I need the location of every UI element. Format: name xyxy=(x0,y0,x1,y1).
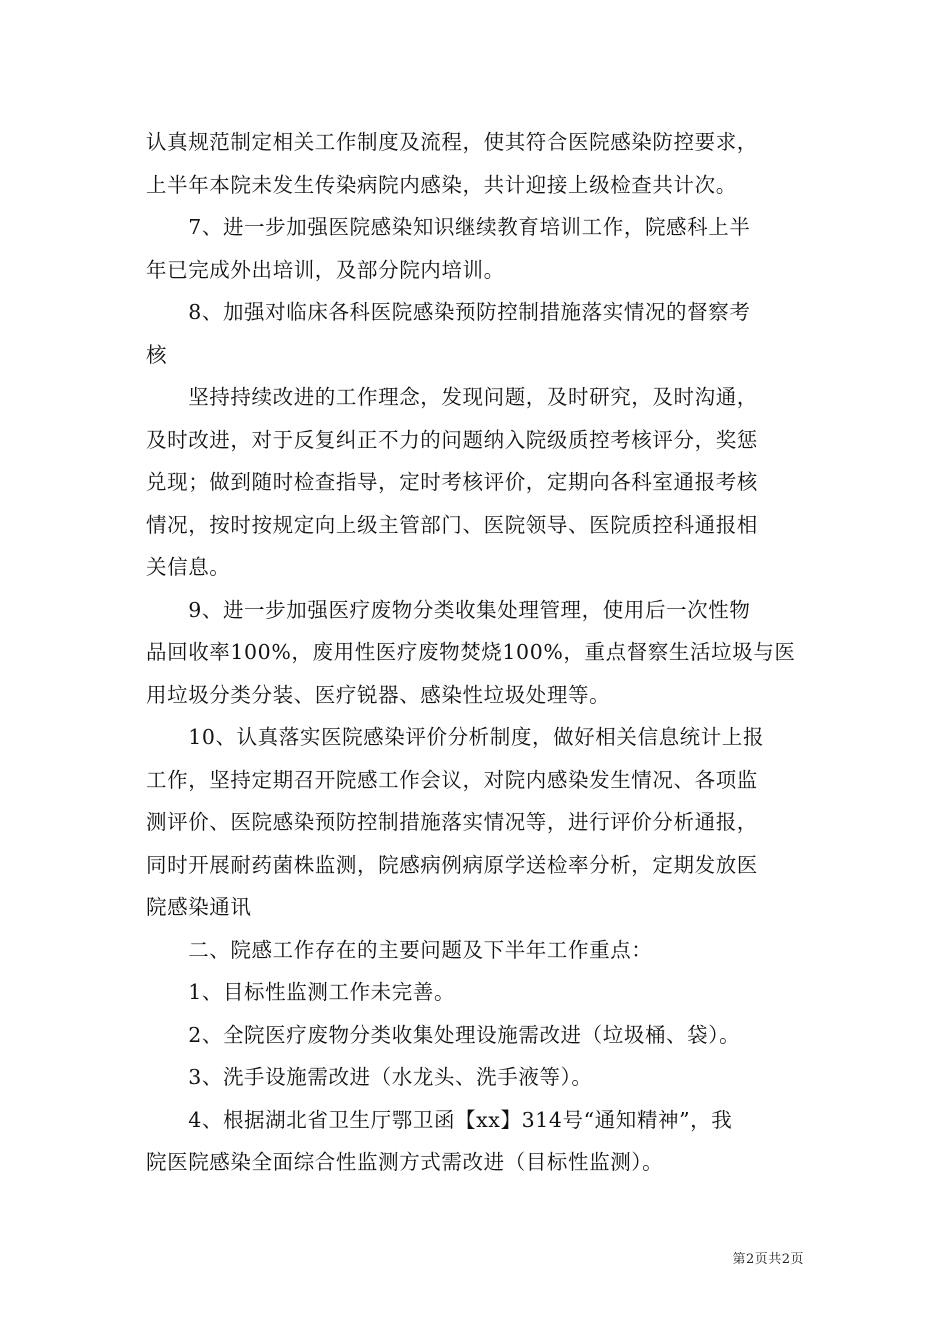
text-line: 院医院感染全面综合性监测方式需改进（目标性监测）。 xyxy=(146,1150,664,1174)
text-line: 3、洗手设施需改进（水龙头、洗手液等）。 xyxy=(146,1065,593,1089)
paragraph-continuation xyxy=(146,121,808,206)
text-line: 二、院感工作存在的主要问题及下半年工作重点： xyxy=(146,937,653,962)
document-body xyxy=(146,121,808,1184)
text-line: 工作，坚持定期召开院感工作会议，对院内感染发生情况、各项监 xyxy=(146,767,758,792)
text-line: 4、根据湖北省卫生厅鄂卫函【xx】314号“通知精神”，我 xyxy=(146,1107,733,1132)
text-line: 品回收率100%，废用性医疗废物焚烧100%，重点督察生活垃圾与医 xyxy=(146,640,796,664)
text-line: 院感染通讯 xyxy=(146,895,252,919)
text-line: 用垃圾分类分装、医疗锐器、感染性垃圾处理等。 xyxy=(146,682,611,707)
text-line: 测评价、医院感染预防控制措施落实情况等，进行评价分析通报， xyxy=(146,810,758,834)
text-line: 7、进一步加强医院感染知识继续教育培训工作，院感科上半 xyxy=(146,215,751,239)
text-line: 10、认真落实医院感染评价分析制度，做好相关信息统计上报 xyxy=(146,725,765,749)
issue-item-3 xyxy=(146,1056,808,1099)
section-heading-2 xyxy=(146,929,808,972)
text-line: 坚持持续改进的工作理念，发现问题，及时研究，及时沟通， xyxy=(146,385,758,409)
text-line: 情况，按时按规定向上级主管部门、医院领导、医院质控科通报相 xyxy=(146,512,758,537)
paragraph-item-9 xyxy=(146,589,808,717)
page-number: 第2页共2页 xyxy=(732,1252,804,1267)
text-line: 认真规范制定相关工作制度及流程，使其符合医院感染防控要求， xyxy=(146,130,758,154)
text-line: 2、全院医疗废物分类收集处理设施需改进（垃圾桶、袋）。 xyxy=(146,1022,741,1047)
text-line: 关信息。 xyxy=(146,555,231,579)
paragraph-continuous-improvement xyxy=(146,376,808,589)
text-line: 1、目标性监测工作未完善。 xyxy=(146,980,456,1004)
paragraph-item-7 xyxy=(146,206,808,291)
issue-item-1 xyxy=(146,971,808,1014)
paragraph-item-10 xyxy=(146,716,808,929)
paragraph-item-8 xyxy=(146,291,808,376)
text-line: 同时开展耐药菌株监测，院感病例病原学送检率分析，定期发放医 xyxy=(146,852,758,877)
issue-item-4 xyxy=(146,1099,808,1184)
text-line: 核 xyxy=(146,342,168,367)
text-line: 兑现；做到随时检查指导，定时考核评价，定期向各科室通报考核 xyxy=(146,470,758,494)
text-line: 8、加强对临床各科医院感染预防控制措施落实情况的督察考 xyxy=(146,300,751,324)
text-line: 及时改进，对于反复纠正不力的问题纳入院级质控考核评分，奖惩 xyxy=(146,427,758,452)
text-line: 9、进一步加强医疗废物分类收集处理管理，使用后一次性物 xyxy=(146,597,751,622)
text-line: 年已完成外出培训，及部分院内培训。 xyxy=(146,257,505,282)
text-line: 上半年本院未发生传染病院内感染，共计迎接上级检查共计次。 xyxy=(146,172,737,197)
issue-item-2 xyxy=(146,1014,808,1057)
